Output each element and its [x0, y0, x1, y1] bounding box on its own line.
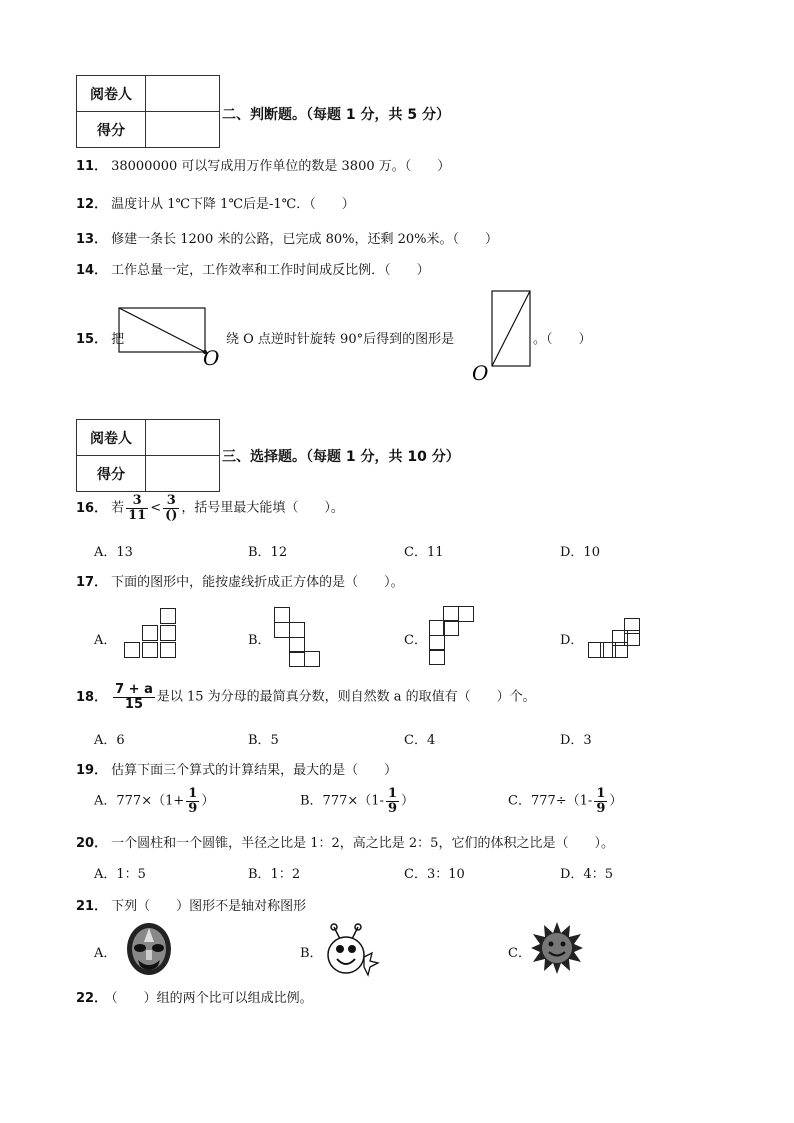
q19-option-a: A．777×（1+ $\frac{1}{9}$ ） [94, 786, 215, 816]
score-cell [146, 456, 220, 492]
q19-option-b: B．777×（1- $\frac{1}{9}$ ） [300, 786, 414, 816]
q17-option-d: D． [560, 633, 584, 648]
question-20: 20． 一个圆柱和一个圆锥，半径之比是 1：2，高之比是 2：5，它们的体积之比是（ ）。 [76, 836, 614, 851]
q17-net-d [588, 618, 643, 658]
q20-option-c: C．3：10 [404, 867, 465, 882]
q17-net-b [274, 607, 324, 667]
score-box-3 [76, 419, 220, 492]
q16-option-c: C．11 [404, 545, 444, 560]
q21-option-c: C． [508, 946, 531, 961]
q16-option-b: B．12 [248, 545, 288, 560]
question-18: 18． $\frac{7 + a}{15}$ 是以 15 为分母的最简真分数，则自然数 a 的取值有（ ）个。 [76, 682, 536, 712]
q18-option-c: C．4 [404, 733, 436, 748]
question-21: 21． 下列（ ）图形不是轴对称图形 [76, 899, 307, 914]
q17-net-a [122, 608, 182, 660]
question-19: 19． 估算下面三个算式的计算结果，最大的是（ ） [76, 763, 398, 778]
q18-option-d: D．3 [560, 733, 592, 748]
q19-option-c: C．777÷（1- $\frac{1}{9}$ ） [508, 786, 623, 816]
q15-post-text: 。（ ） [533, 332, 592, 347]
score-label: 得分 [77, 456, 146, 492]
point-o-label-2: O [472, 361, 489, 384]
q17-option-a: A． [94, 633, 117, 648]
q15-middle-text: 绕 O 点逆时针旋转 90°后得到的图形是 [226, 332, 455, 347]
question-13: 13． 修建一条长 1200 米的公路，已完成 80%，还剩 20%米。（ ） [76, 232, 498, 247]
q20-option-a: A．1：5 [94, 867, 146, 882]
q18-option-b: B．5 [248, 733, 279, 748]
question-15: 15． 把 [76, 332, 125, 347]
question-22: 22． （ ）组的两个比可以组成比例。 [76, 991, 313, 1006]
point-o-label: O [203, 346, 220, 367]
q21-option-a: A． [94, 946, 117, 961]
q18-option-a: A．6 [94, 733, 125, 748]
q16-option-a: A．13 [94, 545, 133, 560]
reviewer-label: 阅卷人 [77, 420, 146, 456]
q17-net-c [429, 606, 479, 666]
score-label: 得分 [77, 112, 146, 148]
cartoon-bug-icon [322, 923, 380, 977]
q20-option-b: B．1：2 [248, 867, 301, 882]
q15-rectangle-figure [116, 305, 228, 367]
q20-option-d: D．4：5 [560, 867, 613, 882]
section2-title: 二、判断题。（每题 1 分，共 5 分） [222, 107, 450, 123]
q15-rotated-figure [470, 288, 536, 384]
opera-mask-icon [124, 920, 174, 976]
score-cell [146, 112, 220, 148]
question-17: 17． 下面的图形中，能按虚线折成正方体的是（ ）。 [76, 575, 404, 590]
score-box-2 [76, 75, 220, 148]
q21-option-b: B． [300, 946, 323, 961]
question-14: 14． 工作总量一定，工作效率和工作时间成反比例．（ ） [76, 263, 430, 278]
section3-title: 三、选择题。（每题 1 分，共 10 分） [222, 449, 460, 465]
reviewer-cell [146, 76, 220, 112]
question-16: 16． 若 $\frac{3}{11}$ < $\frac{3}{()}$ ，括号里最大能填（ ）。 [76, 493, 344, 523]
q17-option-c: C． [404, 633, 427, 648]
sun-icon [530, 921, 584, 975]
reviewer-cell [146, 420, 220, 456]
question-11: 11． 38000000 可以写成用万作单位的数是 3800 万。（ ） [76, 159, 451, 174]
q16-option-d: D．10 [560, 545, 600, 560]
q17-option-b: B． [248, 633, 271, 648]
reviewer-label: 阅卷人 [77, 76, 146, 112]
question-12: 12． 温度计从 1℃下降 1℃后是-1℃．（ ） [76, 197, 355, 212]
